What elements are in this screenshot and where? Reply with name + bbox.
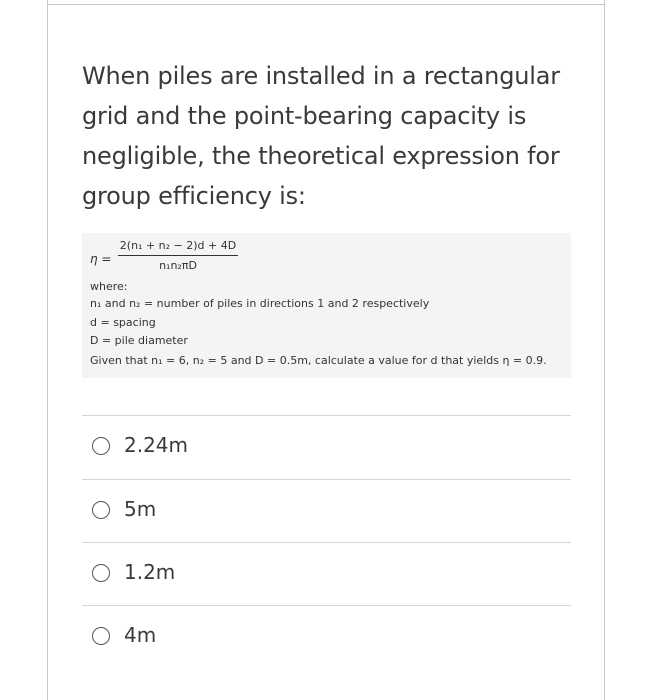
radio-button[interactable] [92, 501, 110, 519]
option-label: 4m [124, 623, 157, 647]
answer-option-1[interactable] [82, 416, 571, 478]
given-statement: Given that n₁ = 6, n₂ = 5 and D = 0.5m, calculate a value for d that yields η = 0.9. [90, 354, 547, 367]
option-label: 5m [124, 497, 157, 521]
radio-button[interactable] [92, 564, 110, 582]
formula-numerator: 2(n₁ + n₂ − 2)d + 4D [118, 239, 238, 256]
answer-option-4[interactable] [82, 606, 571, 668]
question-text: When piles are installed in a rectangular grid and the point-bearing capacity is negligible, the theoretical expression for group efficiency is: [82, 62, 560, 210]
answer-option-2[interactable] [82, 480, 571, 542]
formula-figure [82, 233, 571, 378]
option-label: 1.2m [124, 560, 176, 584]
definition-d: d = spacing [90, 316, 156, 329]
where-label: where: [90, 280, 128, 293]
definition-D: D = pile diameter [90, 334, 188, 347]
answer-option-3[interactable] [82, 543, 571, 605]
formula-denominator: n₁n₂πD [159, 259, 197, 272]
formula-fraction [118, 239, 238, 272]
radio-button[interactable] [92, 627, 110, 645]
option-label: 2.24m [124, 433, 189, 457]
radio-button[interactable] [92, 437, 110, 455]
formula-lhs: η = [90, 252, 112, 266]
efficiency-formula [90, 239, 390, 279]
definition-n: n₁ and n₂ = number of piles in directions 1 and 2 respectively [90, 297, 430, 310]
